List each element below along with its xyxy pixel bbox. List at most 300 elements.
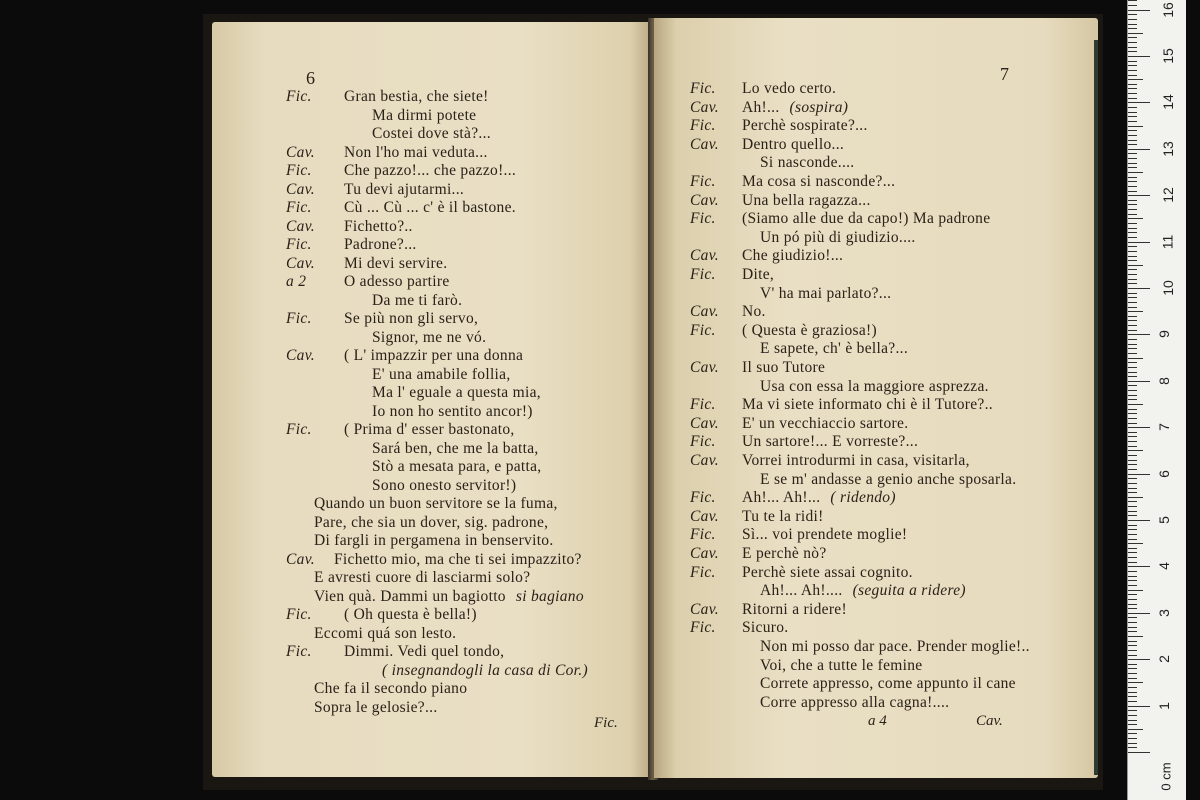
ruler-tick <box>1128 362 1137 363</box>
text-line <box>286 440 539 458</box>
ruler-tick <box>1128 627 1137 628</box>
ruler-tick <box>1128 580 1137 581</box>
text-line <box>690 526 907 544</box>
ruler-tick <box>1128 460 1137 461</box>
ruler-tick <box>1128 696 1137 697</box>
ruler-tick <box>1128 608 1137 609</box>
line-text: Non mi posso dar pace. Prender moglie!.. <box>760 638 1030 655</box>
speaker-label: Cav. <box>690 452 719 469</box>
text-line <box>690 154 854 172</box>
line-text: Stò a mesata para, e patta, <box>372 458 542 475</box>
ruler-tick <box>1128 423 1137 424</box>
ruler-tick <box>1128 283 1137 284</box>
line-text: E se m' andasse a genio anche sposarla. <box>760 470 1017 488</box>
ruler-tick <box>1128 469 1137 470</box>
ruler-tick <box>1128 75 1137 76</box>
text-line <box>690 99 848 117</box>
ruler-tick <box>1128 641 1137 642</box>
ruler-tick <box>1128 93 1137 94</box>
line-text: Quando un buon servitore se la fuma, <box>314 495 558 512</box>
text-line <box>286 477 516 495</box>
line-text: Fichetto?.. <box>344 217 413 235</box>
ruler-tick <box>1128 191 1137 192</box>
ruler-tick <box>1128 251 1137 252</box>
text-line <box>286 421 515 439</box>
ruler-tick <box>1128 297 1137 298</box>
speaker-label: Cav. <box>690 414 719 432</box>
text-line <box>286 107 476 125</box>
speaker-label: Cav. <box>690 135 719 153</box>
speaker-label: Fic. <box>690 173 716 190</box>
ruler-tick <box>1128 673 1137 674</box>
ruler-tick <box>1128 102 1150 103</box>
text-line <box>690 582 966 600</box>
ruler-tick <box>1128 622 1137 623</box>
ruler-tick <box>1128 279 1137 280</box>
ruler-tick <box>1128 348 1137 349</box>
ruler-tick <box>1128 177 1137 178</box>
text-line <box>286 273 450 291</box>
ruler-tick <box>1128 483 1137 484</box>
ruler-tick <box>1128 307 1137 308</box>
ruler-number: 5 <box>1155 516 1172 524</box>
text-line <box>286 144 488 162</box>
ruler-tick <box>1128 585 1137 586</box>
line-text: Di fargli in pergamena in benservito. <box>314 532 554 549</box>
speaker-label: Cav. <box>690 247 719 265</box>
ruler-tick <box>1128 604 1137 605</box>
text-line <box>286 255 447 273</box>
speaker-label: Fic. <box>690 396 716 414</box>
text-line <box>286 329 486 347</box>
ruler-number: 8 <box>1155 376 1172 385</box>
speaker-label: Fic. <box>690 489 716 507</box>
ruler-tick <box>1128 617 1137 618</box>
speaker-label: Fic. <box>286 606 312 623</box>
text-line <box>690 433 918 451</box>
ruler-number: 1 <box>1155 701 1172 710</box>
line-text: Ah!... <box>742 98 780 116</box>
ruler-tick <box>1128 112 1137 113</box>
ruler-tick <box>1128 353 1137 354</box>
ruler-number: 2 <box>1155 655 1172 664</box>
text-line <box>690 675 1016 693</box>
ruler-tick <box>1128 88 1137 89</box>
ruler-tick <box>1128 0 1137 1</box>
line-text: Ma l' eguale a questa mia, <box>372 384 541 401</box>
stage-direction: ( ridendo) <box>830 489 896 507</box>
speaker-label: Fic. <box>690 117 716 135</box>
text-line <box>690 545 827 563</box>
ruler-tick <box>1128 70 1137 71</box>
ruler-tick <box>1128 339 1137 340</box>
ruler-tick <box>1128 715 1137 716</box>
line-text: ( Prima d' esser bastonato, <box>344 421 515 438</box>
ruler-tick <box>1128 427 1150 428</box>
text-line <box>286 236 417 254</box>
ruler-tick <box>1128 566 1150 567</box>
text-line <box>286 162 516 180</box>
ruler-tick <box>1128 126 1143 127</box>
line-text: Una bella ragazza... <box>742 191 871 209</box>
ruler-tick <box>1128 204 1137 205</box>
ruler-tick <box>1128 446 1137 447</box>
ruler-tick <box>1128 701 1137 702</box>
text-line <box>690 80 836 98</box>
ruler-tick <box>1128 172 1143 173</box>
ruler-tick <box>1128 61 1137 62</box>
text-line <box>286 88 489 106</box>
ruler-number: 15 <box>1159 48 1176 64</box>
text-line <box>286 366 511 384</box>
ruler-tick <box>1128 636 1143 637</box>
ruler-tick <box>1128 562 1137 563</box>
speaker-label: Fic. <box>690 266 716 283</box>
line-text: Non l'ho mai veduta... <box>344 143 488 161</box>
text-line <box>690 694 949 712</box>
ruler-tick <box>1128 752 1150 753</box>
ruler-tick <box>1128 395 1137 396</box>
speaker-label: Cav. <box>690 600 719 618</box>
ruler-tick <box>1128 181 1137 182</box>
text-line <box>690 564 913 582</box>
ruler-tick <box>1128 19 1137 20</box>
text-line <box>286 125 491 143</box>
line-text: Tu devi ajutarmi... <box>344 180 465 198</box>
stage-direction: ( insegnandogli la casa di Cor.) <box>382 661 588 679</box>
line-text: Padrone?... <box>344 236 417 253</box>
ruler-tick <box>1128 56 1150 57</box>
line-text: ( Oh questa è bella!) <box>344 606 477 623</box>
line-text: Che fa il secondo piano <box>314 680 468 697</box>
ruler-tick <box>1128 293 1137 294</box>
ruler-tick <box>1128 720 1137 721</box>
ruler-tick <box>1128 84 1137 85</box>
ruler-tick <box>1128 376 1137 377</box>
speaker-label: Fic. <box>286 421 312 438</box>
ruler-tick <box>1128 613 1150 614</box>
line-text: Usa con essa la maggiore asprezza. <box>760 377 989 395</box>
ruler-tick <box>1128 200 1137 201</box>
line-text: E avresti cuore di lasciarmi solo? <box>314 569 531 586</box>
ruler-tick <box>1128 274 1137 275</box>
ruler-tick <box>1128 682 1143 683</box>
ruler-tick <box>1128 511 1137 512</box>
ruler-tick <box>1128 520 1150 521</box>
line-text: Costei dove stà?... <box>372 125 491 142</box>
left-page <box>212 22 652 777</box>
line-text: E perchè nò? <box>742 545 827 562</box>
ruler-tick <box>1128 413 1137 414</box>
text-line <box>690 192 871 210</box>
speaker-label: Cav. <box>286 550 315 568</box>
ruler-tick <box>1128 529 1137 530</box>
line-text: Che giudizio!... <box>742 247 844 265</box>
ruler-number: 14 <box>1159 94 1176 111</box>
line-text: Un sartore!... E vorreste?... <box>742 433 919 451</box>
ruler-number: 6 <box>1155 469 1172 478</box>
text-line <box>286 532 554 550</box>
line-text: Un pó più di giudizio.... <box>760 228 916 246</box>
ruler-unit-label: 0 cm <box>1158 762 1174 791</box>
speaker-label: Fic. <box>690 321 716 339</box>
ruler-tick <box>1128 436 1137 437</box>
speaker-label: Cav. <box>690 98 719 116</box>
ruler-tick <box>1128 186 1137 187</box>
ruler-tick <box>1128 237 1137 238</box>
ruler-tick <box>1128 269 1137 270</box>
ruler-tick <box>1128 246 1137 247</box>
text-line <box>286 643 504 661</box>
text-line <box>286 218 413 236</box>
line-text: Ma cosa si nasconde?... <box>742 173 896 190</box>
line-text: Io non ho sentito ancor!) <box>372 402 533 420</box>
line-text: Fichetto mio, ma che ti sei impazzito? <box>334 550 582 568</box>
text-line <box>690 322 877 340</box>
ruler-tick <box>1128 599 1137 600</box>
ruler-tick <box>1128 135 1137 136</box>
ruler-tick <box>1128 450 1143 451</box>
ruler-tick <box>1128 664 1137 665</box>
line-text: Se più non gli servo, <box>344 310 479 327</box>
ruler-tick <box>1128 116 1137 117</box>
text-line <box>690 452 970 470</box>
line-text: Voi, che a tutte le femine <box>760 656 923 674</box>
speaker-label: Cav. <box>690 359 719 376</box>
ruler-tick <box>1128 590 1143 591</box>
line-text: Vorrei introdurmi in casa, visitarla, <box>742 452 970 469</box>
text-line <box>690 173 895 191</box>
ruler-tick <box>1128 334 1150 335</box>
ruler-tick <box>1128 678 1137 679</box>
ruler-number: 3 <box>1155 608 1172 617</box>
ruler-tick <box>1128 5 1137 6</box>
ruler-tick <box>1128 404 1143 405</box>
ruler-tick <box>1128 724 1137 725</box>
speaker-label: Cav. <box>286 347 315 364</box>
line-text: O adesso partire <box>344 273 450 290</box>
ruler-tick <box>1128 42 1137 43</box>
speaker-label: Cav. <box>690 303 719 321</box>
ruler-tick <box>1128 497 1143 498</box>
page-edge <box>1094 40 1098 775</box>
ruler-tick <box>1128 432 1137 433</box>
ruler-tick <box>1128 548 1137 549</box>
ruler-number: 10 <box>1159 280 1176 296</box>
ruler-tick <box>1128 140 1137 141</box>
ruler-tick <box>1128 534 1137 535</box>
ruler-tick <box>1128 149 1150 150</box>
text-line <box>690 340 908 358</box>
line-text: Ritorni a ridere! <box>742 600 847 618</box>
text-line <box>286 551 582 569</box>
text-line <box>690 136 844 154</box>
line-text: Ma vi siete informato chi è il Tutore?.. <box>742 396 993 414</box>
ruler-tick <box>1128 409 1137 410</box>
ruler-tick <box>1128 650 1137 651</box>
text-line <box>690 638 1030 656</box>
line-text: E sapete, ch' è bella?... <box>760 340 908 358</box>
ruler-tick <box>1128 478 1137 479</box>
speaker-label: Fic. <box>690 210 716 228</box>
line-text: Sicuro. <box>742 619 789 637</box>
ruler-tick <box>1128 37 1137 38</box>
line-text: Perchè siete assai cognito. <box>742 563 913 581</box>
text-line <box>286 680 467 698</box>
text-line <box>286 181 464 199</box>
line-text: Da me ti farò. <box>372 291 463 309</box>
speaker-label: Fic. <box>690 80 716 97</box>
speaker-label: Fic. <box>286 199 312 216</box>
ruler-tick <box>1128 209 1137 210</box>
line-text: Ma dirmi potete <box>372 106 477 124</box>
speaker-label: Fic. <box>286 162 312 179</box>
text-line <box>690 489 896 507</box>
text-line <box>286 292 462 310</box>
ruler-tick <box>1128 488 1137 489</box>
ruler-tick <box>1128 668 1137 669</box>
ruler-tick <box>1128 743 1137 744</box>
ruler-number: 12 <box>1159 187 1176 203</box>
ruler-tick <box>1128 733 1137 734</box>
text-line <box>286 662 588 680</box>
ruler-number: 13 <box>1159 141 1176 157</box>
ruler-tick <box>1128 372 1137 373</box>
ruler-number: 11 <box>1159 234 1176 249</box>
line-text: Vien quà. Dammi un bagiotto <box>314 587 506 605</box>
ruler-tick <box>1128 256 1137 257</box>
ruler-tick <box>1128 121 1137 122</box>
text-line <box>690 210 990 228</box>
ruler-number: 9 <box>1155 330 1172 339</box>
line-text: Sará ben, che me la batta, <box>372 439 539 457</box>
ruler-tick <box>1128 492 1137 493</box>
ruler-tick <box>1128 367 1137 368</box>
ruler-tick <box>1128 645 1137 646</box>
line-text: Signor, me ne vó. <box>372 328 487 346</box>
line-text: Dentro quello... <box>742 135 845 153</box>
line-text: Pare, che sia un dover, sig. padrone, <box>314 513 549 531</box>
line-text: Che pazzo!... che pazzo!... <box>344 162 517 179</box>
ruler-tick <box>1128 24 1137 25</box>
text-line <box>286 199 516 217</box>
ruler-tick <box>1128 455 1137 456</box>
ruler-tick <box>1128 747 1137 748</box>
line-text: Correte appresso, come appunto il cane <box>760 675 1016 693</box>
text-line <box>690 396 993 414</box>
text-line <box>690 266 774 284</box>
ruler-tick <box>1128 594 1137 595</box>
ruler-tick <box>1128 316 1137 317</box>
line-text: Mi devi servire. <box>344 254 448 272</box>
speaker-label: Fic. <box>690 563 716 581</box>
text-line <box>286 569 530 587</box>
ruler-tick <box>1128 79 1143 80</box>
ruler-tick <box>1128 330 1137 331</box>
ruler-tick <box>1128 302 1137 303</box>
ruler-tick <box>1128 14 1137 15</box>
ruler-tick <box>1128 65 1137 66</box>
text-line <box>690 415 908 433</box>
ruler-tick <box>1128 738 1137 739</box>
ruler-tick <box>1128 223 1137 224</box>
ruler-tick <box>1128 320 1137 321</box>
text-line <box>286 310 478 328</box>
line-text: Cù ... Cù ... c' è il bastone. <box>344 199 516 216</box>
signature-mark: a 4 <box>868 713 887 729</box>
ruler-tick <box>1128 195 1150 196</box>
text-line <box>286 347 523 365</box>
line-text: Perchè sospirate?... <box>742 117 868 135</box>
line-text: V' ha mai parlato?... <box>760 284 892 302</box>
ruler-tick <box>1128 344 1137 345</box>
ruler-tick <box>1128 687 1137 688</box>
ruler-tick <box>1128 153 1137 154</box>
ruler-tick <box>1128 232 1137 233</box>
ruler-tick <box>1128 464 1137 465</box>
line-text: Dite, <box>742 266 775 283</box>
measurement-ruler <box>1127 0 1186 800</box>
speaker-label: Cav. <box>690 545 719 562</box>
line-text: ( L' impazzir per una donna <box>344 347 524 364</box>
ruler-tick <box>1128 358 1143 359</box>
line-text: Lo vedo certo. <box>742 80 837 97</box>
ruler-tick <box>1128 659 1150 660</box>
speaker-label: Cav. <box>286 180 315 198</box>
ruler-tick <box>1128 228 1137 229</box>
line-text: Sono onesto servitor!) <box>372 476 517 494</box>
page-number-left: 6 <box>306 68 315 88</box>
ruler-tick <box>1128 144 1137 145</box>
right-page <box>654 18 1098 778</box>
line-text: Eccomi quá son lesto. <box>314 624 457 642</box>
speaker-label: Fic. <box>286 236 312 253</box>
text-line <box>690 601 847 619</box>
text-line <box>690 247 843 265</box>
text-line <box>286 458 542 476</box>
text-line <box>286 625 456 643</box>
ruler-tick <box>1128 692 1137 693</box>
ruler-tick <box>1128 729 1143 730</box>
ruler-tick <box>1128 214 1137 215</box>
speaker-label: Fic. <box>286 88 312 105</box>
ruler-tick <box>1128 311 1143 312</box>
stage-direction: (seguita a ridere) <box>852 582 966 600</box>
text-line <box>690 359 825 377</box>
ruler-tick <box>1128 130 1137 131</box>
ruler-tick <box>1128 506 1137 507</box>
line-text: ( Questa è graziosa!) <box>742 321 877 339</box>
ruler-tick <box>1128 33 1143 34</box>
speaker-label: Fic. <box>286 643 312 660</box>
speaker-label: Fic. <box>690 526 716 544</box>
line-text: Sì... voi prendete moglie! <box>742 526 908 544</box>
text-line <box>286 384 541 402</box>
ruler-tick <box>1128 543 1143 544</box>
line-text: Sopra le gelosie?... <box>314 698 438 716</box>
ruler-tick <box>1128 98 1137 99</box>
ruler-tick <box>1128 265 1143 266</box>
line-text: Corre appresso alla cagna!.... <box>760 693 950 711</box>
line-text: Ah!... Ah!... <box>742 489 821 507</box>
line-text: Ah!... Ah!.... <box>760 582 843 600</box>
speaker-label: Fic. <box>690 619 716 637</box>
text-line <box>286 495 558 513</box>
ruler-tick <box>1128 441 1137 442</box>
text-line <box>286 699 438 717</box>
speaker-label: Cav. <box>286 217 315 235</box>
ruler-tick <box>1128 28 1137 29</box>
